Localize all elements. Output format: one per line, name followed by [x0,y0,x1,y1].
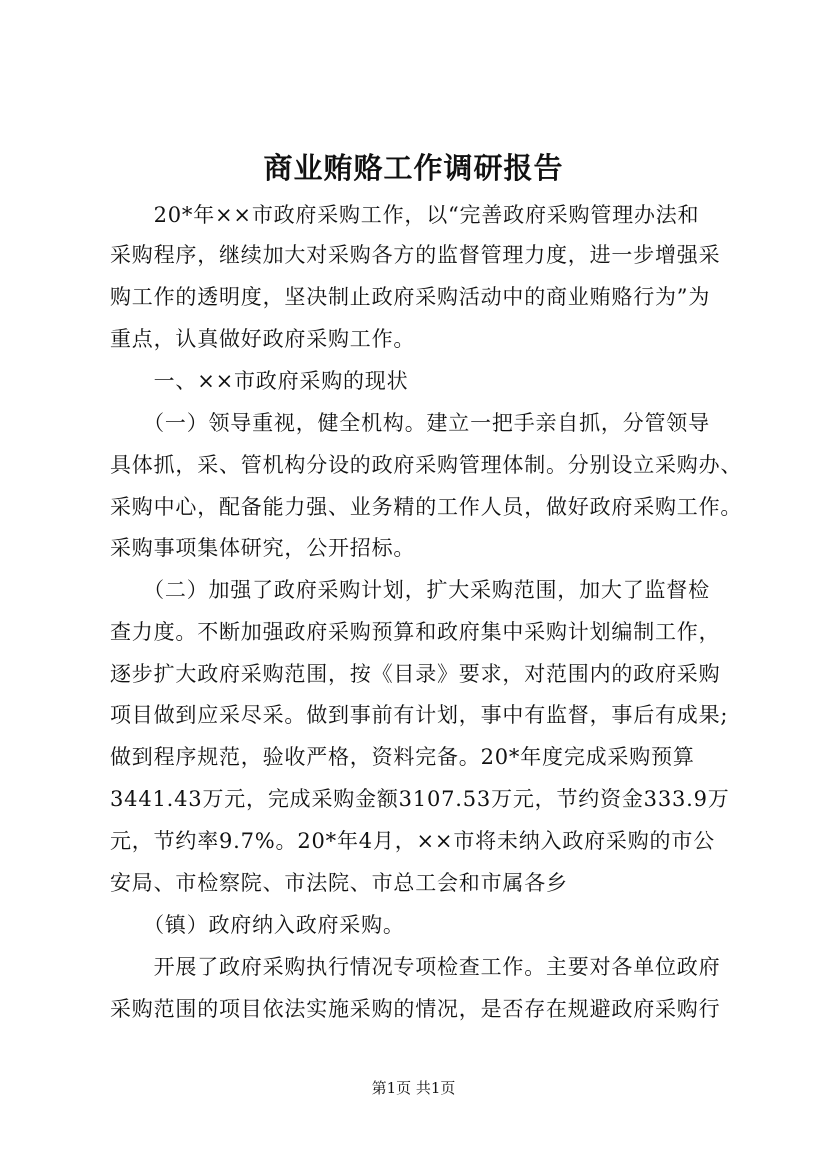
body-line: （一）领导重视，健全机构。建立一把手亲自抓，分管领导 [110,411,710,435]
body-line: 开展了政府采购执行情况专项检查工作。主要对各单位政府 [110,955,721,979]
body-line: 具体抓，采、管机构分设的政府采购管理体制。分别设立采购办、 [110,453,743,477]
section-heading: 一、××市政府采购的现状 [110,369,409,393]
body-line: （二）加强了政府采购计划，扩大采购范围，加大了监督检 [110,578,710,602]
body-line: 做到程序规范，验收严格，资料完备。20*年度完成采购预算 [110,745,695,769]
body-line: 采购中心，配备能力强、业务精的工作人员，做好政府采购工作。 [110,495,743,519]
body-line: 项目做到应采尽采。做到事前有计划，事中有监督，事后有成果; [110,703,729,727]
body-line: 20*年××市政府采购工作，以“完善政府采购管理办法和 [110,203,700,227]
body-line: 安局、市检察院、市法院、市总工会和市属各乡 [110,871,568,895]
document-title: 商业贿赂工作调研报告 [263,151,564,185]
body-line: 重点，认真做好政府采购工作。 [110,327,416,351]
body-line: 3441.43万元，完成采购金额3107.53万元，节约资金333.9万 [110,787,730,811]
body-line: 逐步扩大政府采购范围，按《目录》要求，对范围内的政府采购 [110,662,721,686]
body-line: 采购事项集体研究，公开招标。 [110,536,416,560]
body-line: （镇）政府纳入政府采购。 [110,913,405,937]
body-line: 采购程序，继续加大对采购各方的监督管理力度，进一步增强采 [110,243,721,267]
body-line: 元，节约率9.7%。20*年4月，××市将未纳入政府采购的市公 [110,829,715,853]
body-line: 购工作的透明度，坚决制止政府采购活动中的商业贿赂行为”为 [110,285,711,309]
body-line: 采购范围的项目依法实施采购的情况，是否存在规避政府采购行 [110,997,721,1021]
page-number-footer: 第1页 共1页 [371,1079,456,1097]
body-line: 查力度。不断加强政府采购预算和政府集中采购计划编制工作， [110,620,721,644]
